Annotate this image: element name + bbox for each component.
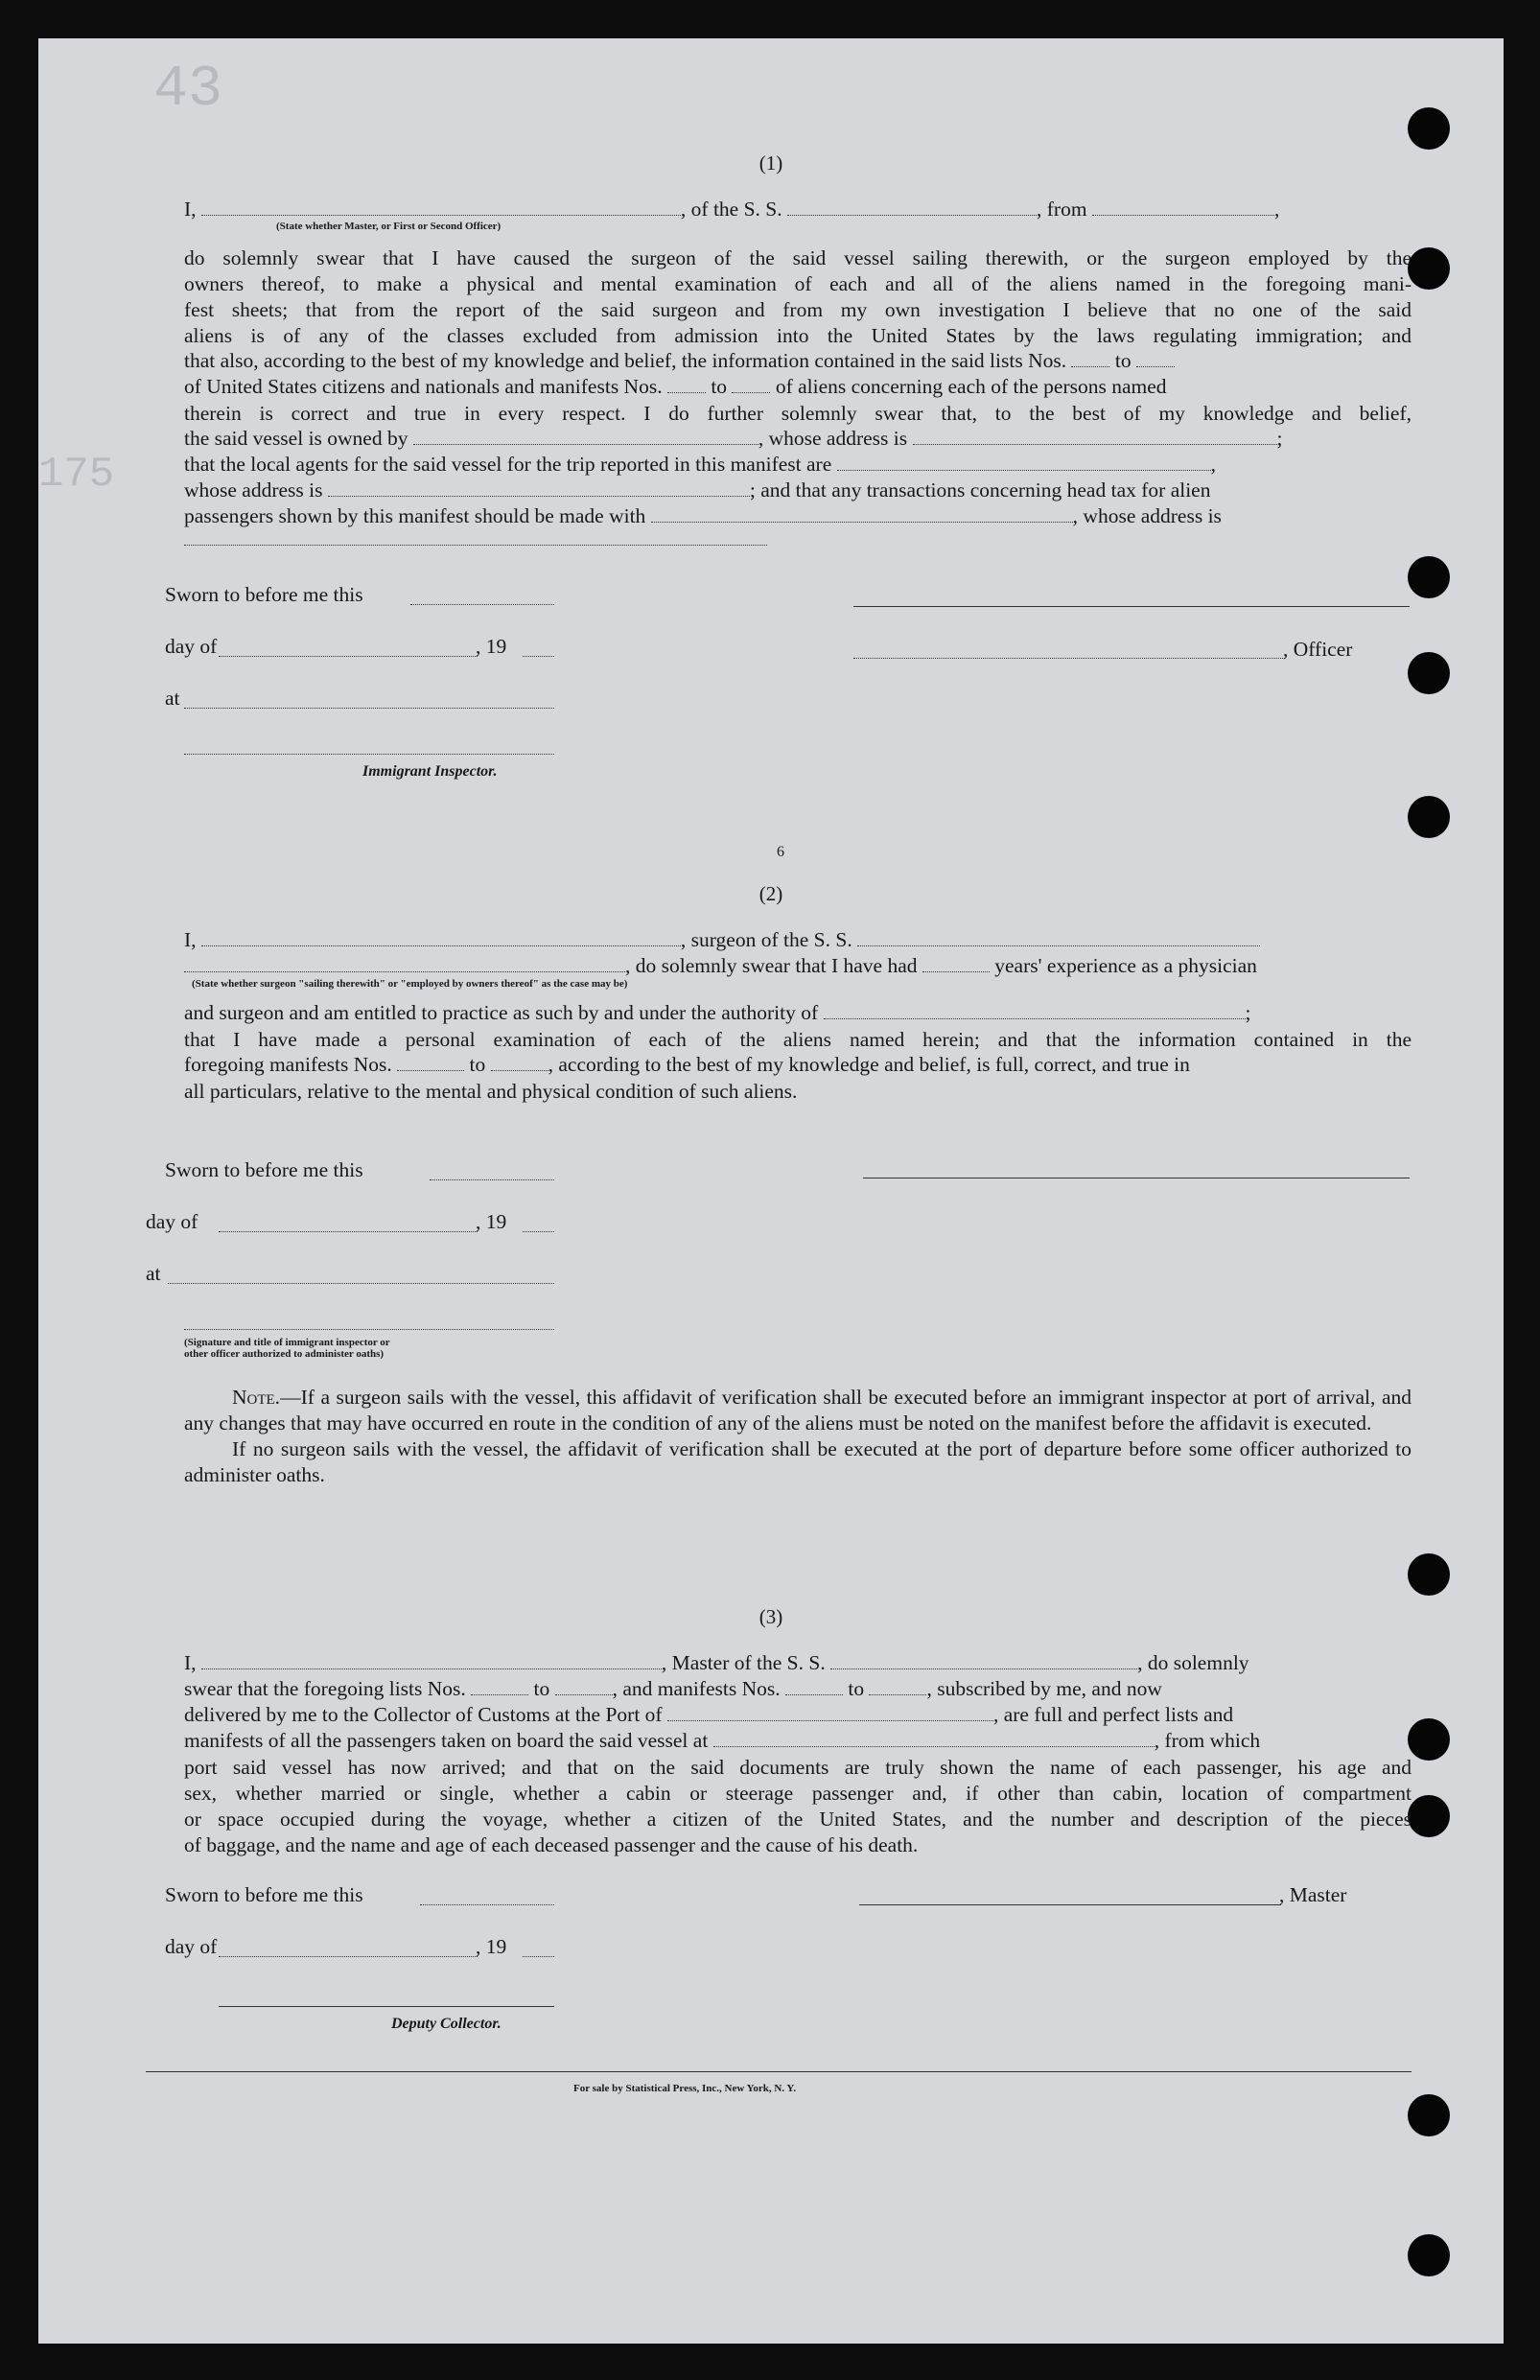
footer-rule	[146, 2071, 1412, 2072]
s2-sworn-field[interactable]	[430, 1179, 554, 1180]
note-lead: Note.	[232, 1386, 281, 1409]
from-port-field[interactable]	[1092, 198, 1274, 216]
headtax-contact-field[interactable]	[651, 505, 1073, 523]
s2-line2: , do solemnly swear that I have had years' experience as a physician	[184, 954, 1412, 978]
s2-line5: foregoing manifests Nos. to , according to the best of my knowledge and belief, is full, correct, and true in	[184, 1053, 1190, 1076]
s3-vessel-field[interactable]	[830, 1652, 1137, 1669]
s2-signature-label-2: other officer authorized to administer oaths)	[184, 1348, 385, 1360]
punch-hole	[1408, 2094, 1450, 2136]
s1-signature-line[interactable]	[853, 606, 1410, 607]
manifests-to-field[interactable]	[732, 376, 770, 393]
s3-paragraph-line: or space occupied during the voyage, whether a citizen of the United States, and the number and description of the pieces	[184, 1808, 1412, 1831]
s2-signature-field[interactable]	[184, 1329, 554, 1330]
s2-at-field[interactable]	[168, 1283, 554, 1284]
agents-field[interactable]	[837, 454, 1211, 471]
punch-hole	[1408, 2234, 1450, 2276]
headtax-address-field[interactable]	[184, 545, 767, 546]
s2-manifests-to-field[interactable]	[491, 1054, 548, 1071]
s1-lists-line: that also, according to the best of my knowledge and belief, the information contained in the said lists Nos. to	[184, 349, 1175, 373]
s3-sworn-field[interactable]	[420, 1904, 554, 1905]
s1-year-field[interactable]	[523, 656, 554, 657]
s2-surgeon-sublabel: (State whether surgeon "sailing therewith" or "employed by owners thereof" as the case may be)	[192, 978, 628, 990]
s2-note	[184, 1385, 1412, 1488]
s3-line3: delivered by me to the Collector of Customs at the Port of , are full and perfect lists and	[184, 1703, 1234, 1726]
owner-field[interactable]	[413, 428, 758, 445]
s1-day-field[interactable]	[219, 656, 478, 657]
years-experience-field[interactable]	[922, 955, 990, 972]
s1-officer-sublabel: (State whether Master, or First or Second Officer)	[276, 221, 502, 232]
s1-paragraph-line: do solemnly swear that I have caused the surgeon of the said vessel sailing therewith, or the surgeon employed by the	[184, 246, 1412, 269]
s1-year-label: , 19	[476, 635, 507, 658]
s1-inspector-label: Immigrant Inspector.	[362, 763, 498, 780]
s3-manifests-to-field[interactable]	[869, 1678, 926, 1695]
s2-paragraph-line: that I have made a personal examination of each of the aliens named herein; and that the information contained in the	[184, 1028, 1412, 1051]
s3-line2: swear that the foregoing lists Nos. to , and manifests Nos. to , subscribed by me, and now	[184, 1677, 1162, 1700]
s1-headtax-line: passengers shown by this manifest should be made with , whose address is	[184, 504, 1222, 527]
small-mark: 6	[777, 844, 784, 860]
s2-day-label: day of	[146, 1210, 198, 1233]
punch-hole	[1408, 652, 1450, 694]
s2-signature-label-1: (Signature and title of immigrant inspector or	[184, 1337, 390, 1348]
s3-line4: manifests of all the passengers taken on board the said vessel at , from which	[184, 1729, 1261, 1752]
s2-line3: and surgeon and am entitled to practice as such by and under the authority of ;	[184, 1001, 1251, 1024]
s1-inspector-signature-field[interactable]	[184, 754, 554, 755]
s1-sworn-label: Sworn to before me this	[165, 583, 363, 606]
officer-name-field[interactable]	[201, 198, 681, 216]
s3-year-label: , 19	[476, 1935, 507, 1958]
note-text-2: If no surgeon sails with the vessel, the affidavit of verification shall be executed at the port of departure before some officer authorized to administer oaths.	[184, 1437, 1412, 1486]
s3-collector-label: Deputy Collector.	[391, 2016, 502, 2032]
s3-master-label: , Master	[1279, 1883, 1347, 1906]
s3-master-signature-line[interactable]	[859, 1904, 1281, 1905]
s2-sworn-label: Sworn to before me this	[165, 1158, 363, 1181]
s2-at-label: at	[146, 1262, 161, 1285]
side-number: 175	[38, 451, 115, 499]
s3-master-name-field[interactable]	[201, 1652, 662, 1669]
s3-paragraph-line: port said vessel has now arrived; and that on the said documents are truly shown the name of each passenger, his age and	[184, 1756, 1412, 1779]
s2-vessel-field[interactable]	[857, 929, 1260, 946]
punch-hole	[1408, 796, 1450, 838]
lists-from-field[interactable]	[1071, 350, 1109, 367]
printer-footer: For sale by Statistical Press, Inc., New York, N. Y.	[573, 2083, 797, 2094]
s1-officer-signature-field[interactable]	[853, 658, 1285, 659]
s2-day-field[interactable]	[219, 1231, 478, 1232]
authority-field[interactable]	[824, 1002, 1246, 1019]
s1-paragraph-line: fest sheets; that from the report of the said surgeon and from my own investigation I believe that no one of the said	[184, 298, 1412, 321]
s1-owner-line: the said vessel is owned by , whose address is ;	[184, 427, 1283, 450]
section-1-heading: (1)	[758, 152, 783, 175]
s1-agents-line: that the local agents for the said vessel for the trip reported in this manifest are ,	[184, 453, 1216, 476]
s1-paragraph-line: therein is correct and true in every respect. I do further solemnly swear that, to the best of my knowledge and belief,	[184, 402, 1412, 425]
agents-address-field[interactable]	[328, 479, 750, 497]
s3-manifests-from-field[interactable]	[785, 1678, 843, 1695]
vessel-name-field[interactable]	[787, 198, 1037, 216]
s3-paragraph-line: sex, whether married or single, whether a cabin or steerage passenger and, if other than cabin, location of compartment	[184, 1782, 1412, 1805]
lists-to-field[interactable]	[1136, 350, 1175, 367]
s2-year-label: , 19	[476, 1210, 507, 1233]
manifests-from-field[interactable]	[667, 376, 706, 393]
s3-sworn-label: Sworn to before me this	[165, 1883, 363, 1906]
surgeon-status-field[interactable]	[184, 955, 625, 972]
s1-agent-address-line: whose address is ; and that any transactions concerning head tax for alien	[184, 478, 1211, 502]
s1-paragraph-line: owners thereof, to make a physical and mental examination of each and all of the aliens named in the foregoing mani-	[184, 272, 1412, 295]
punch-hole	[1408, 1718, 1450, 1761]
s1-day-label: day of	[165, 635, 218, 658]
s1-manifests-line: of United States citizens and nationals and manifests Nos. to of aliens concerning each of the persons named	[184, 375, 1167, 398]
punch-hole	[1408, 1795, 1450, 1837]
s1-paragraph-line: aliens is of any of the classes excluded from admission into the United States by the laws regulating immigration; and	[184, 324, 1412, 347]
s1-sworn-field[interactable]	[410, 604, 554, 605]
s1-at-field[interactable]	[184, 708, 554, 709]
note-text-1: —If a surgeon sails with the vessel, this affidavit of verification shall be executed before an immigrant inspector at port of arrival, and any changes that may have occurred en route in the condition of any of the aliens must be noted on the manifest before the affidavit is executed.	[184, 1386, 1412, 1435]
s1-line1: I, , of the S. S. , from ,	[184, 198, 1280, 221]
s1-at-label: at	[165, 687, 180, 710]
s2-year-field[interactable]	[523, 1231, 554, 1232]
s3-lists-from-field[interactable]	[471, 1678, 528, 1695]
s3-day-field[interactable]	[219, 1956, 478, 1957]
s3-boarded-at-field[interactable]	[713, 1730, 1155, 1747]
punch-hole	[1408, 1553, 1450, 1596]
surgeon-name-field[interactable]	[201, 929, 681, 946]
s1-officer-label: , Officer	[1283, 638, 1353, 661]
section-2-heading: (2)	[758, 882, 783, 905]
owner-address-field[interactable]	[913, 428, 1277, 445]
punch-hole	[1408, 247, 1450, 290]
punch-hole	[1408, 556, 1450, 598]
punch-hole	[1408, 107, 1450, 150]
s3-port-field[interactable]	[667, 1704, 993, 1721]
s2-manifests-from-field[interactable]	[397, 1054, 464, 1071]
s3-day-label: day of	[165, 1935, 218, 1958]
s2-line1: I, , surgeon of the S. S.	[184, 928, 1260, 952]
s2-paragraph-line: all particulars, relative to the mental and physical condition of such aliens.	[184, 1080, 798, 1103]
s3-line1: I, , Master of the S. S. , do solemnly	[184, 1651, 1249, 1674]
s3-collector-signature-line[interactable]	[219, 2006, 554, 2007]
s3-paragraph-line: of baggage, and the name and age of each deceased passenger and the cause of his death.	[184, 1833, 919, 1856]
stamp-number: 43	[153, 58, 223, 123]
s3-lists-to-field[interactable]	[555, 1678, 613, 1695]
s3-year-field[interactable]	[523, 1956, 554, 1957]
section-3-heading: (3)	[758, 1605, 783, 1628]
manifest-verification-form	[38, 38, 1504, 2344]
